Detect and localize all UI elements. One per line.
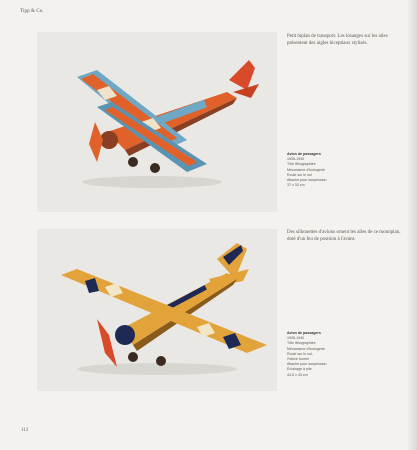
entry2-lead-text: Des silhouettes d'avions ornent les ailes de ce monoplan, doté d'un feu de position à l'avant. [287,230,401,242]
entry2-meta-line: Éclairage à pile [287,367,312,372]
running-header: Tipp & Co. [20,9,44,14]
photo-monoplane-toy [37,229,277,391]
biplane-illustration [37,32,277,212]
page-binding-shadow [407,0,417,450]
entry1-lead-text: Petit biplan de transport. Les losanges sur les ailes présentent des aigles biceptiaux stylisés. [287,34,388,46]
entry1-meta-line: Tôle lithographiée [287,162,316,167]
entry1-meta-title: Avion de passagers [287,152,321,156]
entry2-meta [287,331,397,378]
page-number: 112 [21,428,29,433]
entry2-meta-line: Mécanisme d'horlogerie [287,346,326,351]
photo-biplane-toy [37,32,277,212]
entry1-meta-line: Roule sur le sol [287,172,312,177]
entry2-meta-line: 1935-1940 [287,336,305,341]
entry2-meta-line: l'hélice tourne [287,357,310,362]
entry2-meta-line: Attache pour suspension [287,362,327,367]
entry1-meta-line: 1935-1940 [287,157,305,162]
entry2-meta-line: Tôle lithographiée [287,341,316,346]
entry1-meta-line: Attache pour suspension [287,178,327,183]
entry1-meta-dimensions: 37 x 33 cm [287,183,305,188]
entry2-meta-title: Avion de passagers [287,331,321,335]
entry1-meta-line: Mécanisme d'horlogerie [287,167,326,172]
entry2-meta-line: Roule sur le sol, [287,351,313,356]
monoplane-illustration [37,229,277,391]
entry2-meta-dimensions: 44,5 x 43 cm [287,372,308,377]
entry1-meta [287,152,397,188]
